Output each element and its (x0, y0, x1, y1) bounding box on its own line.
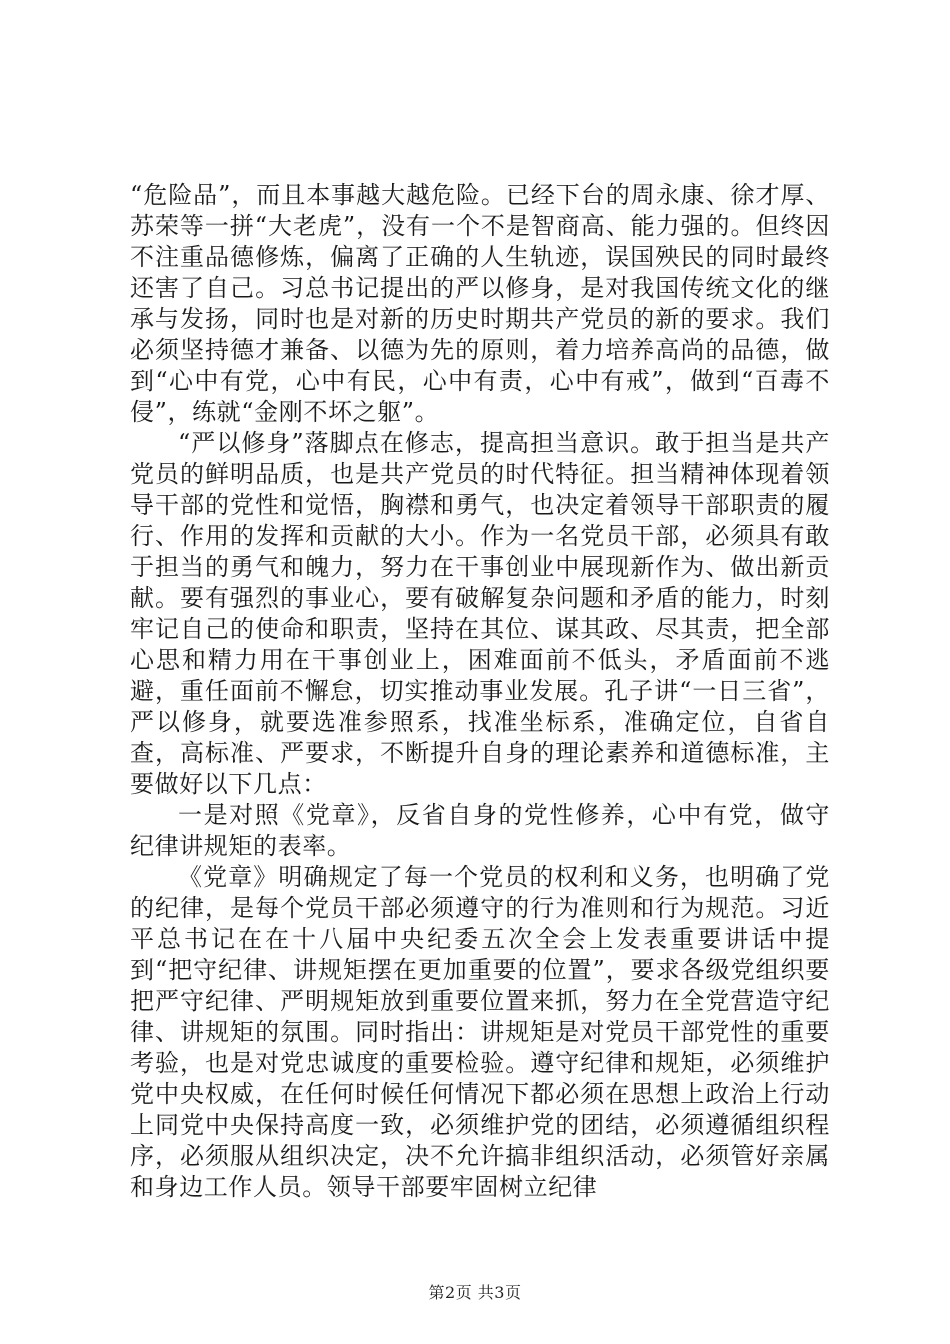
document-body (130, 180, 830, 1203)
paragraph-1: “危险品”，而且本事越大越危险。已经下台的周永康、徐才厚、苏荣等一拼“大老虎”，没有一个不是智商高、能力强的。但终因不注重品德修炼，偏离了正确的人生轨迹，误国殃民的同时最终还害了自己。习总书记提出的严以修身，是对我国传统文化的继承与发扬，同时也是对新的历史时期共产党员的新的要求。我们必须坚持德才兼备、以德为先的原则，着力培养高尚的品德，做到“心中有党，心中有民，心中有责，心中有戒”，做到“百毒不侵”，练就“金刚不坏之躯”。 (130, 181, 830, 426)
page-footer: 第2页 共3页 (428, 1283, 522, 1302)
paragraph-2: “严以修身”落脚点在修志，提高担当意识。敢于担当是共产党员的鲜明品质，也是共产党员的时代特征。担当精神体现着领导干部的党性和觉悟，胸襟和勇气，也决定着领导干部职责的履行、作用的发挥和贡献的大小。作为一名党员干部，必须具有敢于担当的勇气和魄力，努力在干事创业中展现新作为、做出新贡献。要有强烈的事业心，要有破解复杂问题和矛盾的能力，时刻牢记自己的使命和职责，坚持在其位、谋其政、尽其责，把全部心思和精力用在干事创业上，困难面前不低头，矛盾面前不逃避，重任面前不懈怠，切实推动事业发展。孔子讲“一日三省”，严以修身，就要选准参照系，找准坐标系，准确定位，自省自查，高标准、严要求，不断提升自身的理论素养和道德标准，主要做好以下几点： (130, 429, 830, 798)
paragraph-3: 一是对照《党章》，反省自身的党性修养，心中有党，做守纪律讲规矩的表率。 (130, 801, 830, 860)
paragraph-4: 《党章》明确规定了每一个党员的权利和义务，也明确了党的纪律，是每个党员干部必须遵守的行为准则和行为规范。习近平总书记在在十八届中央纪委五次全会上发表重要讲话中提到“把守纪律、讲规矩摆在更加重要的位置”，要求各级党组织要把严守纪律、严明规矩放到重要位置来抓，努力在全党营造守纪律、讲规矩的氛围。同时指出：讲规矩是对党员干部党性的重要考验，也是对党忠诚度的重要检验。遵守纪律和规矩，必须维护党中央权威，在任何时候任何情况下都必须在思想上政治上行动上同党中央保持高度一致，必须维护党的团结，必须遵循组织程序，必须服从组织决定，决不允许搞非组织活动，必须管好亲属和身边工作人员。领导干部要牢固树立纪律 (130, 863, 830, 1201)
